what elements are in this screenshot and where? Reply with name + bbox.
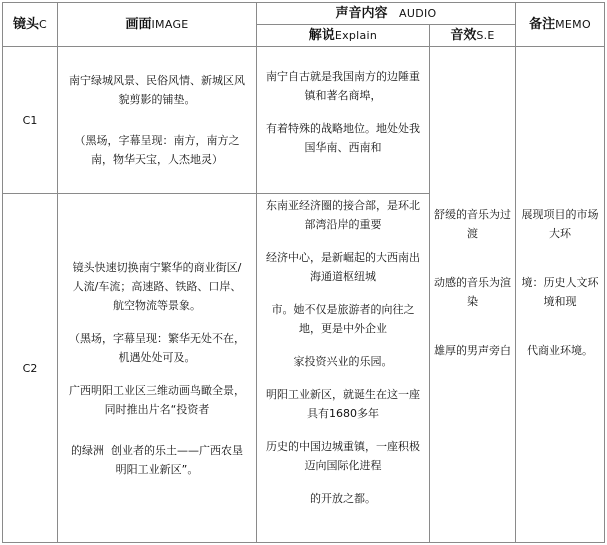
explain-cell-c1: 南宁自古就是我国南方的边陲重 镇和著名商埠， 有着特殊的战略地位。地处处我 国华南、西南和 [257,47,430,194]
header-memo: 备注MEMO [516,3,605,47]
header-audio: 声音内容 AUDIO [257,3,516,25]
shot-id-c2: C2 [3,194,58,543]
header-shot: 镜头C [3,3,58,47]
explain-cell-c2: 东南亚经济圈的接合部，是环北 部湾沿岸的重要 经济中心，是新崛起的大西南出 海通道枢纽城 市。她不仅是旅游者的向往之 地，更是中外企业 家投资兴业的乐园。 明阳工业新区，就诞生在这一座 具有1680多年 历史的中国边城重镇，一座积极 迈向国际化进程 的开放之都。 [257,194,430,543]
shot-id-c1: C1 [3,47,58,194]
sound-effects-cell: 舒缓的音乐为过 渡 动感的音乐为渲 染 雄厚的男声旁白 [430,47,516,543]
image-cell-c2: 镜头快速切换南宁繁华的商业街区/ 人流/车流；高速路、铁路、口岸、 航空物流等景象。 （黑场，字幕呈现：繁华无处不在， 机遇处处可及。 广西明阳工业区三维动画鸟瞰全景， 同时推出片名“投资者 的绿洲 创业者的乐土——广西农垦 明阳工业新区”。 [58,194,257,543]
header-image: 画面IMAGE [58,3,257,47]
storyboard-table [2,2,605,543]
image-cell-c1: 南宁绿城风景、民俗风情、新城区风 貌剪影的铺垫。 （黑场，字幕呈现：南方，南方之 南，物华天宝，人杰地灵） [58,47,257,194]
header-explain: 解说Explain [257,25,430,47]
memo-cell: 展现项目的市场 大环 境：历史人文环 境和现 代商业环境。 [516,47,605,543]
header-se: 音效S.E [430,25,516,47]
